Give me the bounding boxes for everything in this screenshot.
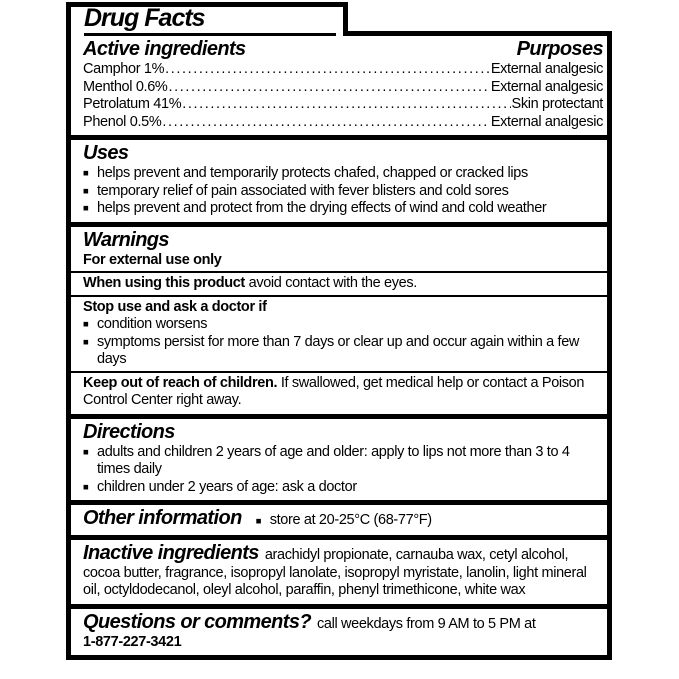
drug-facts-label	[66, 2, 612, 660]
external-use-subhead: For external use only	[83, 251, 222, 268]
list-item	[83, 200, 603, 218]
section-inactive-ingredients	[71, 535, 607, 604]
label-header-row	[66, 2, 612, 36]
questions-text: call weekdays from 9 AM to 5 PM at	[316, 615, 536, 632]
section-warnings	[71, 222, 607, 414]
ingredient-name: Petrolatum 41%	[83, 96, 182, 112]
other-information-row	[83, 507, 603, 531]
ingredient-row	[83, 96, 603, 114]
dot-leader	[162, 114, 489, 132]
list-item	[83, 479, 603, 497]
bullet-square-icon: ■	[83, 446, 89, 458]
section-other-information	[71, 500, 607, 535]
other-information-text: store at 20-25°C (68-77°F)	[269, 512, 432, 528]
questions-paragraph	[83, 611, 603, 634]
use-item-text: temporary relief of pain associated with fever blisters and cold sores	[97, 182, 509, 199]
bullet-square-icon: ■	[255, 516, 262, 527]
divider-rule	[71, 271, 607, 273]
purposes-heading: Purposes	[516, 38, 603, 60]
ingredient-purpose: Skin protectant	[511, 96, 603, 112]
inactive-ingredients-paragraph	[83, 542, 603, 600]
direction-item-text: adults and children 2 years of age and older: apply to lips not more than 3 to 4 times daily	[97, 443, 570, 477]
drug-facts-tab	[66, 2, 348, 36]
list-item	[83, 183, 603, 201]
divider-rule	[71, 295, 607, 297]
ingredient-purpose: External analgesic	[490, 113, 603, 130]
use-item-text: helps prevent and temporarily protects chafed, chapped or cracked lips	[97, 165, 528, 181]
warnings-heading: Warnings	[83, 228, 169, 251]
keep-out-lead: Keep out of reach of children.	[83, 374, 278, 391]
page-title: Drug Facts	[84, 4, 205, 32]
dot-leader	[165, 61, 490, 79]
direction-item-text: children under 2 years of age: ask a doctor	[97, 478, 357, 495]
ingredient-row	[83, 114, 603, 132]
keep-out-paragraph	[83, 375, 603, 410]
ingredient-row	[83, 79, 603, 97]
list-item	[83, 165, 603, 183]
section-active-ingredients	[71, 36, 607, 135]
ingredient-name: Menthol 0.6%	[83, 78, 168, 95]
stop-use-item-text: symptoms persist for more than 7 days or clear up and occur again within a few days	[97, 333, 580, 367]
bullet-square-icon: ■	[83, 203, 89, 214]
header-top-border	[348, 2, 612, 36]
bullet-square-icon: ■	[83, 481, 89, 493]
label-body	[66, 36, 612, 660]
ingredient-row	[83, 61, 603, 79]
uses-heading: Uses	[83, 142, 129, 164]
dot-leader	[182, 96, 510, 114]
section-questions	[71, 604, 607, 656]
inactive-ingredients-text: arachidyl propionate, carnauba wax, cetyl alcohol, cocoa butter, fragrance, isopropyl lanolate, isopropyl myristate, lanolin, light mineral oil, octyldodecanol, oleyl alcohol, paraffin, phenyl trimethicone, white wax	[83, 546, 587, 598]
ingredient-name: Camphor 1%	[83, 61, 165, 77]
bullet-square-icon: ■	[83, 336, 89, 348]
section-uses	[71, 135, 607, 222]
use-item-text: helps prevent and protect from the drying effects of wind and cold weather	[97, 200, 547, 216]
keep-out-text: If swallowed, get medical help or contact a Poison Control Center right away.	[83, 374, 585, 408]
when-using-lead: When using this product	[83, 275, 245, 291]
when-using-text: avoid contact with the eyes.	[244, 275, 417, 291]
list-item	[83, 334, 603, 369]
active-ingredients-header	[83, 38, 603, 61]
questions-heading: Questions or comments?	[83, 610, 311, 633]
directions-heading: Directions	[83, 420, 175, 443]
section-directions	[71, 414, 607, 501]
stop-use-subhead: Stop use and ask a doctor if	[83, 298, 267, 315]
inactive-ingredients-heading: Inactive ingredients	[83, 541, 259, 564]
title-underline	[84, 33, 336, 36]
bullet-square-icon: ■	[83, 319, 89, 330]
list-item	[83, 316, 603, 334]
bullet-square-icon: ■	[83, 185, 89, 197]
dot-leader	[168, 79, 489, 97]
when-using-paragraph	[83, 275, 603, 293]
active-ingredients-heading: Active ingredients	[83, 38, 246, 60]
ingredient-purpose: External analgesic	[490, 61, 603, 77]
ingredient-name: Phenol 0.5%	[83, 113, 162, 130]
phone-number: 1-877-227-3421	[83, 633, 182, 650]
list-item	[83, 444, 603, 479]
divider-rule	[71, 371, 607, 373]
other-information-heading: Other information	[83, 507, 242, 529]
ingredient-purpose: External analgesic	[490, 78, 603, 95]
stop-use-item-text: condition worsens	[97, 316, 208, 332]
bullet-square-icon: ■	[83, 168, 89, 179]
